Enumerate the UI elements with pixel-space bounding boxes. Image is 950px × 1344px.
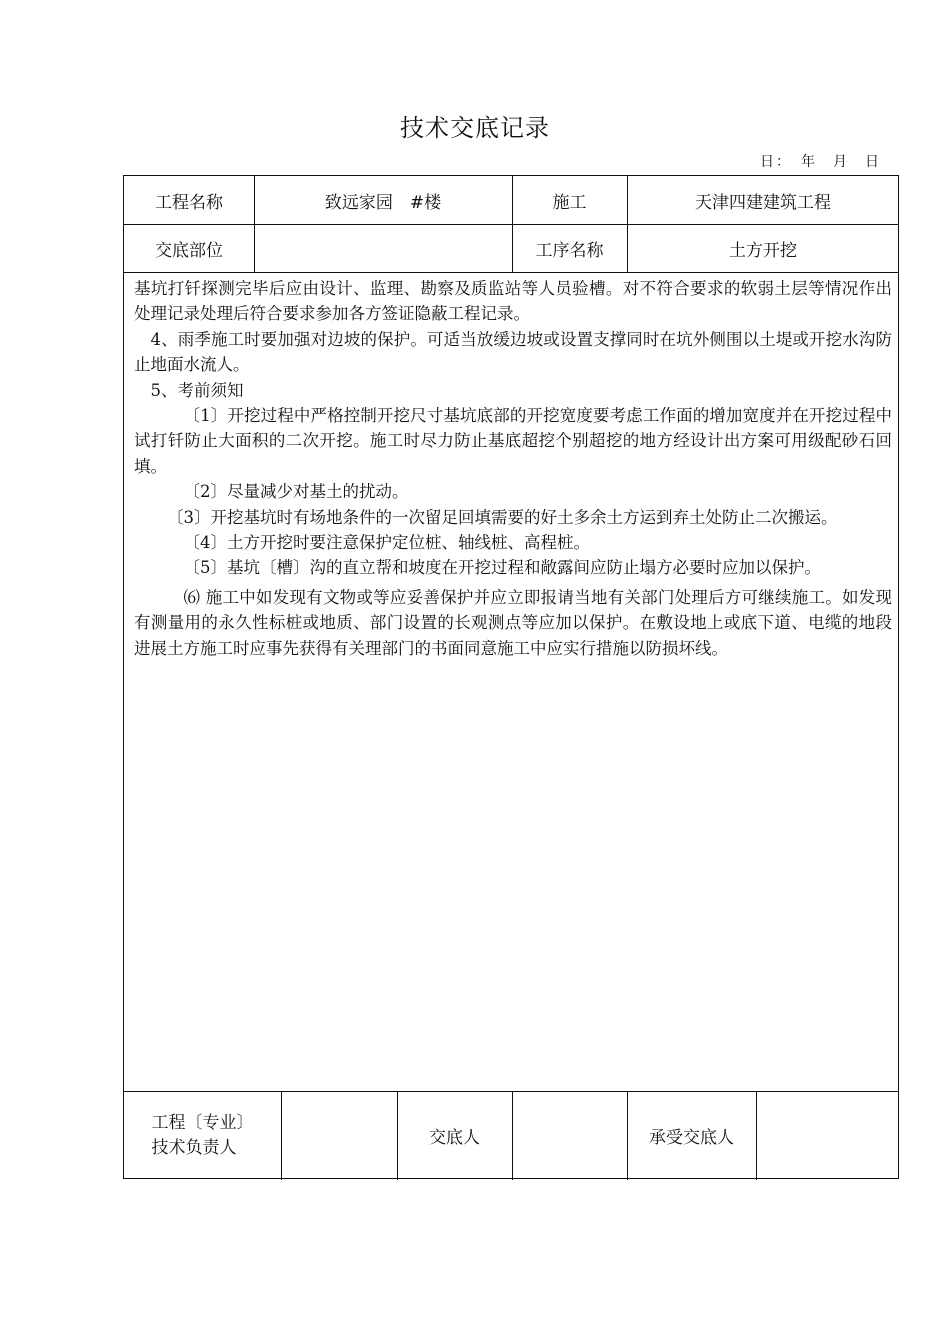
content-paragraph: 基坑打钎探测完毕后应由设计、监理、勘察及质监站等人员验槽。对不符合要求的软弱土层等情况作出处理记录处理后符合要求参加各方签证隐蔽工程记录。	[134, 279, 892, 324]
tech-lead-signature[interactable]	[281, 1091, 397, 1180]
date-line: 日： 年 月 日	[760, 154, 881, 170]
disclosure-content	[134, 276, 892, 661]
row-divider	[124, 272, 898, 273]
project-name-label: 工程名称	[155, 192, 223, 213]
project-name-value[interactable]: 致远家园 #楼	[324, 192, 442, 213]
content-paragraph: 〔3〕开挖基坑时有场地条件的一次留足回填需要的好土多余土方运到弃土处防止二次搬运。	[167, 507, 838, 527]
section-value[interactable]	[254, 224, 512, 272]
construction-value[interactable]: 天津四建建筑工程	[695, 192, 831, 213]
content-paragraph: 5、考前须知	[150, 380, 244, 400]
content-paragraph: 〔5〕基坑〔槽〕沟的直立帮和坡度在开挖过程和敞露间应防止塌方必要时应加以保护。	[183, 558, 821, 578]
tech-lead-label-line1: 工程〔专业〕	[151, 1112, 254, 1133]
disclosure-form	[123, 175, 899, 1179]
content-paragraph: 〔2〕尽量减少对基土的扰动。	[183, 482, 409, 502]
section-label: 交底部位	[155, 240, 223, 261]
content-paragraph: 4、雨季施工时要加强对边坡的保护。可适当放缓边坡或设置支撑同时在坑外侧围以土堤或开挖水沟防止地面水流人。	[134, 329, 892, 375]
content-paragraph: 〔4〕土方开挖时要注意保护定位桩、轴线桩、高程桩。	[183, 533, 590, 553]
process-label: 工序名称	[535, 240, 604, 261]
construction-label: 施工	[552, 192, 587, 213]
discloser-signature[interactable]	[512, 1091, 627, 1180]
receiver-signature[interactable]	[756, 1091, 899, 1180]
content-paragraph: 〔1〕开挖过程中严格控制开挖尺寸基坑底部的开挖宽度要考虑工作面的增加宽度并在开挖过程中试打钎防止大面积的二次开挖。施工时尽力防止基底超挖个别超挖的地方经设计出方案可用级配砂石回填。	[134, 406, 892, 476]
process-value[interactable]: 土方开挖	[729, 240, 797, 261]
page-title: 技术交底记录	[400, 114, 550, 142]
tech-lead-label-line2: 技术负责人	[151, 1137, 237, 1158]
discloser-label: 交底人	[429, 1128, 480, 1148]
tech-lead-label	[124, 1091, 281, 1180]
content-paragraph: ⑹ 施工中如发现有文物或等应妥善保护并应立即报请当地有关部门处理后方可继续施工。如发现有测量用的永久性标桩或地质、部门设置的长观测点等应加以保护。在敷设地上或底下道、电缆的地段进展土方施工时应事先获得有关理部门的书面同意施工中应实行措施以防损坏线。	[134, 587, 892, 658]
receiver-label: 承受交底人	[649, 1128, 734, 1148]
